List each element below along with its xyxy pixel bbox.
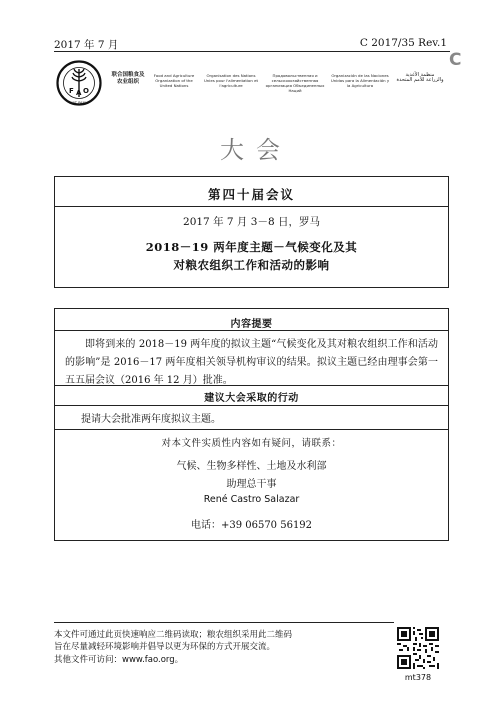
contact-divider <box>55 429 448 430</box>
summary-box <box>54 308 449 541</box>
header-rule <box>54 51 450 52</box>
action-divider-top <box>55 385 448 386</box>
contact-position: 助理总干事 <box>226 479 277 490</box>
footer-line-2: 旨在尽量减轻环境影响并倡导以更为环保的方式开展交流。 <box>54 642 276 652</box>
action-text: 提请大会批准两年度拟议主题。 <box>81 414 221 425</box>
session-title: 第四十届会议 <box>207 187 295 202</box>
fao-logo-icon <box>56 60 102 106</box>
org-name-ru: Продовольственная и сельскохозяйственная организация Объединенных Наций <box>265 73 325 93</box>
org-name-es: Organización de las Naciones Unidas para la Alimentación y la Agricultura <box>330 73 390 88</box>
qr-code-label: mt378 <box>404 673 432 682</box>
footer-line-3: 其他文件可访问：www.fao.org。 <box>54 655 184 665</box>
summary-title: 内容提要 <box>230 319 273 330</box>
topic-title-line-2: 对粮农组织工作和活动的影响 <box>173 258 330 272</box>
contact-intro: 对本文件实质性内容如有疑问，请联系： <box>161 438 342 449</box>
svg-text:FIAT PANIS: FIAT PANIS <box>69 101 89 105</box>
action-divider <box>55 405 448 406</box>
org-name-ar: منظمة الأغذية والزراعة للأمم المتحدة <box>396 72 444 83</box>
contact-phone: 电话：+39 06570 56192 <box>190 520 313 531</box>
footer-line-1: 本文件可通过此页快速响应二维码读取；粮农组织采用此二维码 <box>54 630 293 640</box>
org-name-fr: Organisation des Nations Unies pour l'alimentation et l'agriculture <box>203 73 259 88</box>
org-name-zh: 联合国粮食及农业组织 <box>111 72 145 85</box>
document-date: 2017 年 7 月 <box>54 39 119 51</box>
footer-rule <box>54 622 394 623</box>
summary-divider <box>55 330 448 331</box>
svg-text:A: A <box>76 89 82 97</box>
language-mark: C <box>449 50 462 70</box>
action-title: 建议大会采取的行动 <box>204 393 299 404</box>
qr-code-icon[interactable] <box>397 627 439 669</box>
page-title: 大会 <box>220 136 292 164</box>
contact-department: 气候、生物多样性、土地及水利部 <box>176 461 327 472</box>
session-dates: 2017 年 7 月 3－8 日，罗马 <box>183 216 320 228</box>
document-code: C 2017/35 Rev.1 <box>359 37 447 49</box>
svg-text:F: F <box>69 87 74 95</box>
session-divider <box>55 206 448 207</box>
session-box <box>54 176 449 288</box>
topic-title-line-1: 2018－19 两年度主题－气候变化及其 <box>145 240 358 254</box>
contact-name: René Castro Salazar <box>203 494 300 505</box>
svg-text:O: O <box>83 87 89 95</box>
summary-text: 即将到来的 2018－19 两年度的拟议主题“气候变化及其对粮农组织工作和活动的影响”是 2016－17 两年度相关领导机构审议的结果。拟议主题已经由理事会第一五五届会议（2016 年 12 月）批准。 <box>65 339 438 386</box>
org-name-en: Food and Agriculture Organization of the United Nations <box>153 73 195 88</box>
